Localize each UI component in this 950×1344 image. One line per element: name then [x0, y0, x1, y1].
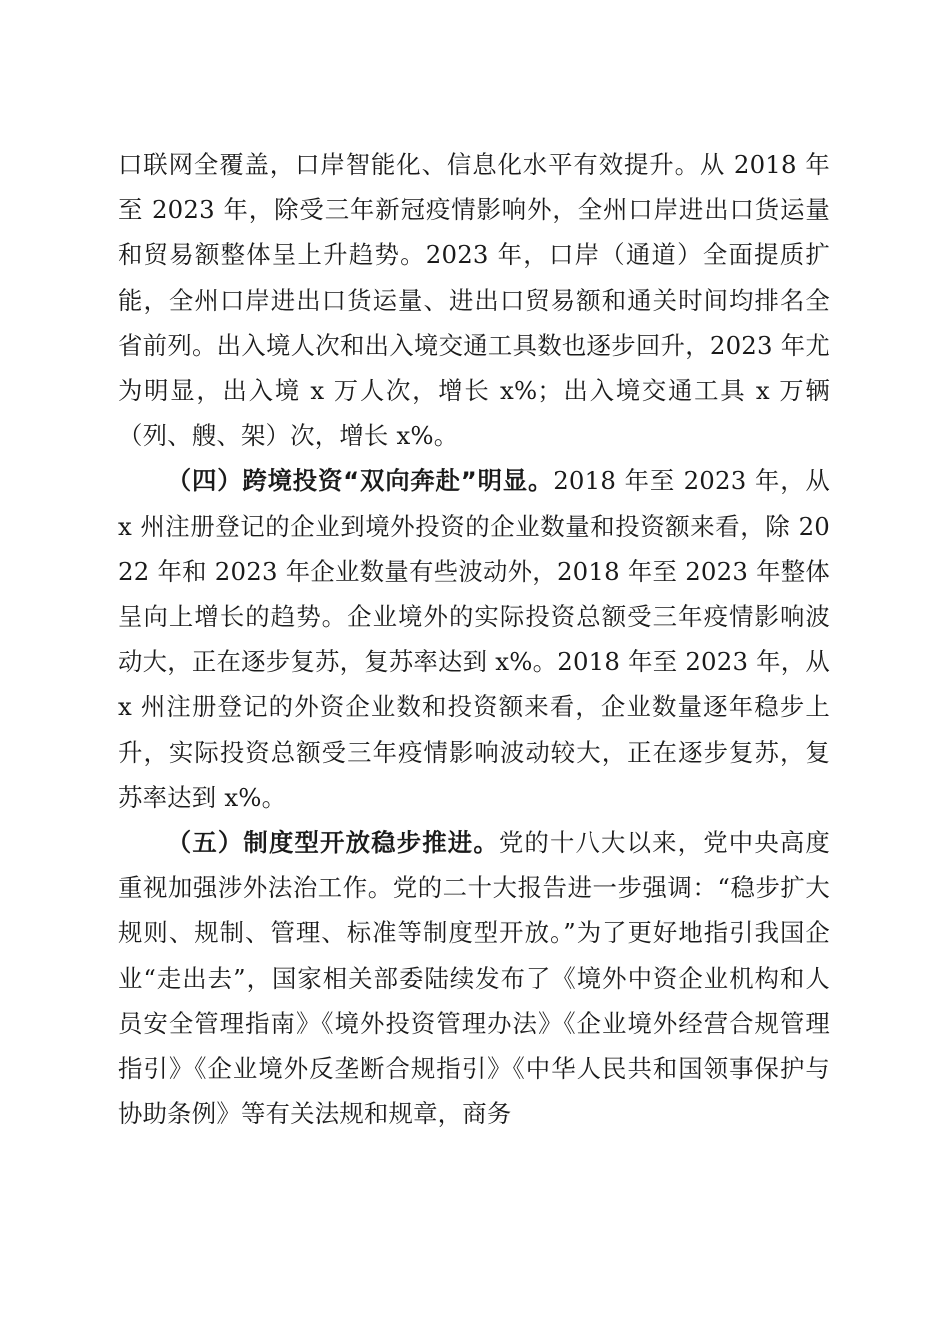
paragraph-text: 口联网全覆盖，口岸智能化、信息化水平有效提升。从 2018 年至 2023 年，除受三年新冠疫情影响外，全州口岸进出口货运量和贸易额整体呈上升趋势。2023 年，口岸（通道）全面提质扩能，全州口岸进出口货运量、进出口贸易额和通关时间均排名全省前列。出入境人次和出入境交通工具数也逐步回升，2023 年尤为明显，出入境 x 万人次，增长 x%；出入境交通工具 x 万辆（列、艘、架）次，增长 x%。: [118, 150, 830, 451]
paragraph-port-connectivity: [118, 142, 830, 458]
paragraph-text: 2018 年至 2023 年，从 x 州注册登记的企业到境外投资的企业数量和投资额来看，除 2022 年和 2023 年企业数量有些波动外，2018 年至 2023 年整体呈向上增长的趋势。企业境外的实际投资总额受三年疫情影响波动大，正在逐步复苏，复苏率达到 x%。2018 年至 2023 年，从 x 州注册登记的外资企业数和投资额来看，企业数量逐年稳步上升，实际投资总额受三年疫情影响波动较大，正在逐步复苏，复苏率达到 x%。: [118, 466, 830, 812]
section-heading-5: （五）制度型开放稳步推进。: [166, 828, 499, 858]
document-page: [118, 142, 830, 1136]
paragraph-cross-border-investment: [118, 458, 830, 820]
paragraph-text: 党的十八大以来，党中央高度重视加强涉外法治工作。党的二十大报告进一步强调：“稳步扩大规则、规制、管理、标准等制度型开放。”为了更好地指引我国企业“走出去”，国家相关部委陆续发布了《境外中资企业机构和人员安全管理指南》《境外投资管理办法》《企业境外经营合规管理指引》《企业境外反垄断合规指引》《中华人民共和国领事保护与协助条例》等有关法规和规章，商务: [118, 828, 830, 1129]
section-heading-4: （四）跨境投资“双向奔赴”明显。: [166, 466, 554, 496]
paragraph-institutional-opening: [118, 820, 830, 1136]
